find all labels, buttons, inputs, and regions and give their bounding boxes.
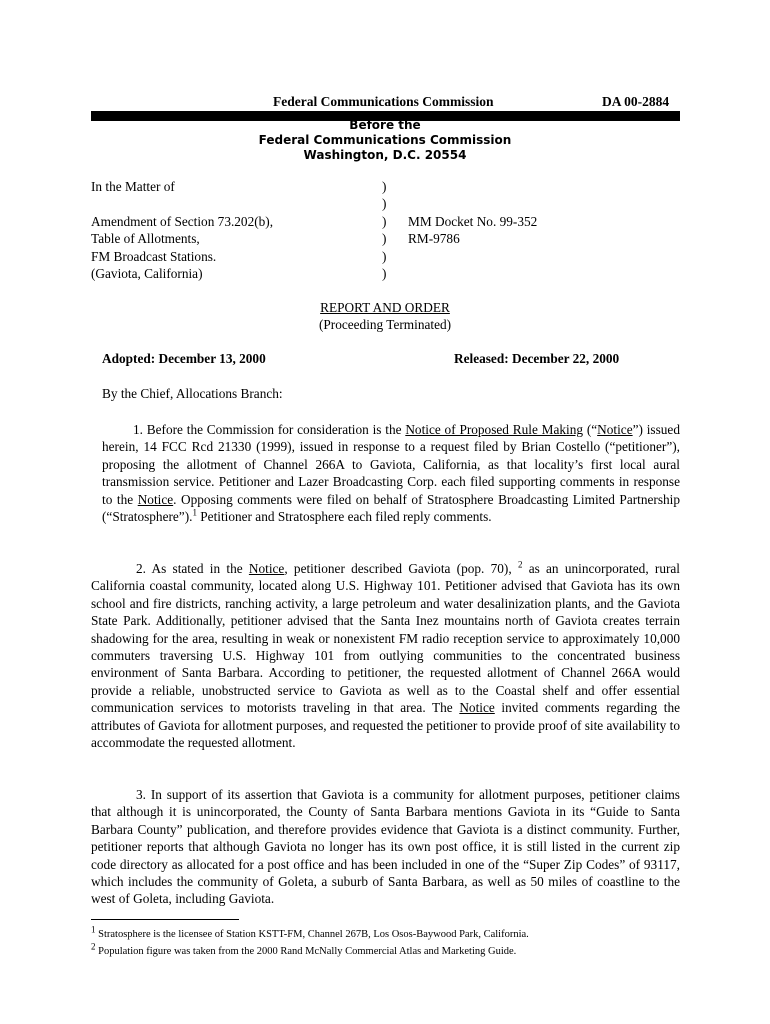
- notice-reference: Notice: [459, 700, 495, 716]
- footnote-ref-2: 2: [517, 559, 523, 570]
- rm-number: RM-9786: [408, 231, 460, 247]
- report-subtitle: (Proceeding Terminated): [318, 317, 452, 333]
- before-line-1: Before the: [349, 118, 421, 132]
- p1-text: 1. Before the Commission for consideration is the: [133, 422, 406, 437]
- p2-text: as an unincorporated, rural California coastal community, located along U.S. Highway 101. Petitioner advised that Gaviota has its own school and fire districts, ranching activity, a large petroleum and water desalinization plants, and the Gaviota State Park. Additionally, petitioner advised that the Santa Inez mountains north of Gaviota creates terrain shadowing for the area, resulting in weak or nonexistent FM radio reception service to approximately 10,000 commuters traversing U.S. Highway 101 from outlying communities to the concentrated business environment of Santa Barbara. According to petitioner, the requested allotment of Channel 266A would provide a reliable, unobstructed service to Gaviota as well as to the Coastal shelf and offer essential communication services to motorists traveling in that area. The: [91, 561, 680, 716]
- caption-paren: ): [382, 231, 387, 247]
- caption-line: (Gaviota, California): [91, 266, 203, 282]
- notice-reference: Notice: [597, 422, 633, 437]
- footnote-number: 2: [91, 941, 96, 952]
- before-block: [0, 118, 770, 163]
- before-line-2: Federal Communications Commission: [258, 133, 512, 147]
- paragraph-3: 3. In support of its assertion that Gaviota is a community for allotment purposes, petitioner claims that although it is unincorporated, the County of Santa Barbara mentions Gaviota in its “Guide to Santa Barbara County” publication, and therefore provides evidence that Gaviota is a distinct community. Further, petitioner reports that although Gaviota no longer has its own post office, it is still listed in the current zip code directory as allocated for a post office and has been included in one of the “Super Zip Codes” of 93117, which includes the community of Goleta, a suburb of Santa Barbara, as well as 50 miles of coastline to the west of Goleta, including Gaviota.: [91, 787, 680, 907]
- caption-line: FM Broadcast Stations.: [91, 248, 217, 264]
- caption-paren: ): [382, 179, 387, 194]
- before-line-3: Washington, D.C. 20554: [303, 148, 467, 162]
- caption-parens: [382, 178, 386, 282]
- notice-reference: Notice: [137, 491, 174, 507]
- header-agency: Federal Communications Commission: [273, 94, 494, 109]
- footnote-ref-1: 1: [192, 507, 197, 518]
- p1-text: Petitioner and Stratosphere each filed reply comments.: [196, 509, 492, 525]
- footnote-text: Stratosphere is the licensee of Station KSTT-FM, Channel 267B, Los Osos-Baywood Park, California.: [98, 929, 529, 940]
- caption-line: Amendment of Section 73.202(b),: [91, 213, 274, 229]
- p2-text: 2. As stated in the: [136, 561, 249, 576]
- p2-text: , petitioner described Gaviota (pop. 70),: [284, 561, 518, 576]
- adopted-date: Adopted: December 13, 2000: [102, 351, 266, 366]
- caption-paren: ): [382, 248, 387, 264]
- footnote-1: [91, 924, 529, 942]
- caption-paren: ): [382, 213, 387, 229]
- caption-paren: ): [382, 196, 387, 212]
- caption-line: [91, 195, 273, 212]
- p1-text: (“: [583, 422, 598, 437]
- footnote-separator: [91, 919, 239, 920]
- paragraph-2: [91, 560, 680, 751]
- mm-docket-number: MM Docket No. 99-352: [408, 213, 538, 229]
- p1-text: ”) issued herein, 14 FCC Rcd 21330 (1999), issued in response to a request filed by Brian Costello (“petitioner”), proposing the allotment of Channel 266A to Gaviota, California, as that locality’s first local aural transmission service. Petitioner and Lazer Broadcasting Corp. each filed supporting comments in response to the: [102, 422, 680, 507]
- header-docket-number: DA 00-2884: [602, 94, 670, 109]
- footnote-number: 1: [91, 924, 96, 935]
- by-line: By the Chief, Allocations Branch:: [102, 386, 283, 401]
- p2-text: invited comments regarding the attributes of Gaviota for allotment purposes, and requested the petitioner to provide proof of site availability to accommodate the requested allotment.: [91, 700, 681, 751]
- notice-reference: Notice: [248, 561, 285, 576]
- caption-left: [91, 178, 273, 282]
- title-block: [0, 299, 770, 334]
- report-title: REPORT AND ORDER: [320, 300, 450, 315]
- paragraph-1: [102, 421, 680, 525]
- footnote-2: [91, 941, 517, 959]
- nprm-reference: Notice of Proposed Rule Making: [405, 422, 584, 437]
- p1-text: . Opposing comments were filed on behalf of Stratosphere Broadcasting Limited Partnership (“Stratosphere”).: [102, 491, 680, 525]
- footnote-text: Population figure was taken from the 2000 Rand McNally Commercial Atlas and Marketing Guide.: [98, 946, 517, 957]
- caption-line: Table of Allotments,: [91, 231, 200, 247]
- caption-line: In the Matter of: [91, 179, 175, 194]
- released-date: Released: December 22, 2000: [454, 351, 620, 366]
- caption-paren: ): [382, 266, 387, 282]
